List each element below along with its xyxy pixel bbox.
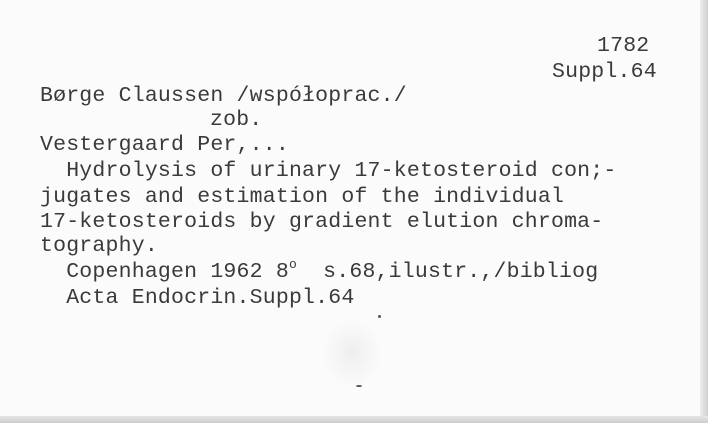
- title-line-3: 17-ketosteroids by gradient elution chroma-: [40, 210, 604, 234]
- imprint-pagination: s.68,ilustr.,/bibliog: [296, 260, 599, 284]
- series-line: Acta Endocrin.Suppl.64: [40, 286, 355, 310]
- coauthor-line: Vestergaard Per,...: [40, 133, 289, 157]
- author-line: Børge Claussen /współoprac./: [40, 84, 407, 108]
- ink-speck: [378, 315, 381, 318]
- imprint-line: [40, 257, 599, 286]
- title-line-2: jugates and estimation of the individual: [40, 185, 565, 209]
- card-edge-right: [700, 0, 708, 423]
- ink-speck: [356, 385, 362, 387]
- imprint-place-year: Copenhagen 1962 8: [40, 260, 289, 284]
- title-line-4: tography.: [40, 234, 158, 258]
- see-also-label: zob.: [210, 108, 263, 132]
- call-number: 1782: [597, 34, 650, 58]
- format-superscript: o: [288, 257, 297, 272]
- card-edge-bottom: [0, 416, 708, 423]
- supplement-number: Suppl.64: [552, 60, 657, 84]
- paper-smudge: [322, 318, 382, 388]
- title-line-1: Hydrolysis of urinary 17-ketosteroid con;-: [40, 159, 617, 183]
